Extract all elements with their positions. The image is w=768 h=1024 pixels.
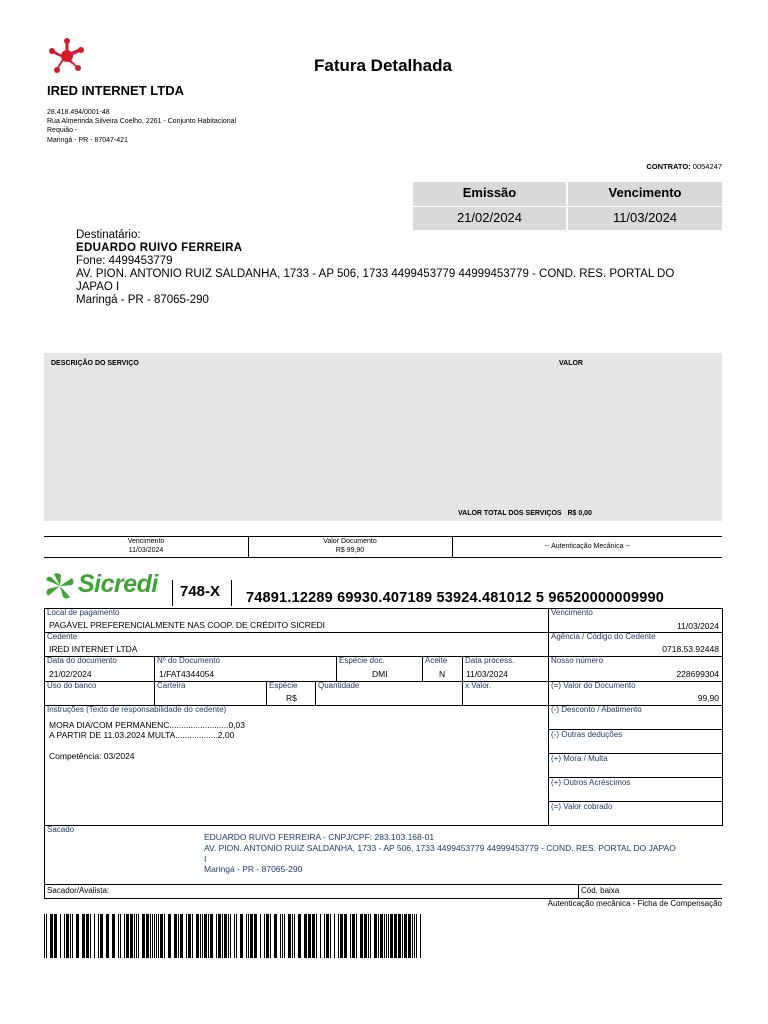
nosso-numero-field — [548, 656, 722, 681]
vencimento-field-label: Vencimento — [551, 608, 593, 617]
barcode-bar — [138, 914, 139, 958]
barcode-bar — [202, 914, 203, 958]
barcode-bar — [44, 914, 45, 958]
contract-label: CONTRATO: — [646, 162, 691, 171]
barcode-bar — [186, 914, 187, 958]
barcode-bar — [76, 914, 79, 958]
barcode-bar — [154, 914, 155, 958]
sacado-line3: I — [204, 854, 207, 864]
linha-digitavel: 74891.12289 69930.407189 53924.481012 5 96520000009990 — [246, 590, 665, 606]
receipt-valor-value: R$ 99,90 — [335, 547, 365, 554]
barcode-bar — [338, 914, 339, 958]
valor-documento-value: 99,90 — [697, 693, 719, 703]
instrucoes-label: Instruções (Texto de responsabilidade do cedente) — [47, 705, 227, 714]
quantidade-label: Quantidade — [318, 681, 360, 690]
barcode-bar — [370, 914, 371, 958]
barcode-bar — [374, 914, 377, 958]
barcode-bar — [320, 914, 321, 958]
page-title: Fatura Detalhada — [314, 56, 452, 75]
data-documento-value: 21/02/2024 — [49, 669, 92, 679]
barcode-bar — [416, 914, 417, 958]
barcode-bar — [388, 914, 389, 958]
carteira-label: Carteira — [157, 681, 186, 690]
desconto-label: (-) Desconto / Abatimento — [551, 705, 642, 714]
competencia: Competência: 03/2024 — [49, 751, 135, 761]
agencia-field — [548, 632, 722, 656]
barcode-bar — [106, 914, 109, 958]
barcode-bar — [280, 914, 281, 958]
data-process-value: 11/03/2024 — [466, 669, 508, 679]
barcode-bar — [282, 914, 283, 958]
especie-doc-field — [336, 656, 422, 681]
services-total-label: VALOR TOTAL DOS SERVIÇOS — [458, 510, 562, 517]
xvalor-field — [462, 681, 548, 705]
barcode-bar — [312, 914, 315, 958]
barcode-bar — [54, 914, 57, 958]
barcode-bar — [260, 914, 261, 958]
contract-value: 0054247 — [692, 162, 722, 171]
outras-deducoes-label: (-) Outras deduções — [551, 730, 623, 739]
nosso-numero-label: Nosso número — [551, 656, 604, 665]
barcode-bar — [340, 914, 343, 958]
sacador-avalista-label: Sacador/Avalista: — [47, 886, 110, 895]
cedente-value: IRED INTERNET LTDA — [49, 644, 138, 654]
barcode-bar — [254, 914, 257, 958]
barcode-bar — [266, 914, 269, 958]
data-documento-label: Data do documento — [47, 656, 117, 665]
outras-deducoes-field — [548, 729, 722, 753]
barcode-bar — [308, 914, 311, 958]
recipient-phone: Fone: 4499453779 — [76, 255, 173, 267]
sacado-line2: AV. PION. ANTONIO RUIZ SALDANHA, 1733 - AP 506, 1733 4499453779 44999453779 - COND. RES. PORTAL DO JAPAO — [204, 843, 676, 853]
barcode-bar — [136, 914, 137, 958]
barcode-bar — [248, 914, 249, 958]
barcode-bar — [420, 914, 421, 958]
company-cnpj: 28.418.494/0001-48 — [47, 109, 110, 116]
barcode-bar — [408, 914, 411, 958]
barcode-bar — [398, 914, 401, 958]
instrucoes-field — [44, 705, 548, 825]
barcode-bar — [240, 914, 243, 958]
barcode-bar — [188, 914, 191, 958]
barcode-bar — [368, 914, 369, 958]
barcode-bar — [270, 914, 271, 958]
company-city: Maringá - PR - 87047-421 — [47, 137, 128, 144]
barcode-bar — [72, 914, 73, 958]
receipt-venc-value: 11/03/2024 — [128, 547, 164, 554]
barcode-bar — [100, 914, 103, 958]
barcode-bar — [200, 914, 201, 958]
barcode-bar — [344, 914, 347, 958]
sacador-avalista-field — [44, 884, 578, 898]
barcode-bar — [168, 914, 171, 958]
cedente-label: Cedente — [47, 632, 78, 641]
barcode-bar — [292, 914, 293, 958]
barcode-bar — [196, 914, 199, 958]
num-documento-label: Nº do Documento — [157, 656, 220, 665]
barcode-bar — [274, 914, 277, 958]
local-pagamento-value: PAGÁVEL PREFERENCIALMENTE NAS COOP. DE CRÉDITO SICREDI — [49, 620, 325, 630]
ficha-compensacao-label: Autenticação mecânica - Ficha de Compensação — [547, 899, 722, 908]
barcode-bar — [146, 914, 149, 958]
barcode-bar — [298, 914, 301, 958]
barcode-image — [44, 914, 424, 958]
company-name: IRED INTERNET LTDA — [47, 83, 184, 98]
barcode-bar — [224, 914, 227, 958]
agencia-value: 0718.53.92448 — [662, 644, 719, 654]
barcode-bar — [350, 914, 351, 958]
barcode-bar — [142, 914, 145, 958]
barcode-bar — [334, 914, 335, 958]
barcode-bar — [304, 914, 307, 958]
barcode-bar — [390, 914, 393, 958]
num-documento-field — [154, 656, 336, 681]
xvalor-label: x Valor. — [465, 681, 492, 690]
local-pagamento-field — [44, 608, 548, 632]
services-total-value: R$ 0,00 — [567, 510, 592, 517]
outros-acrescimos-label: (+) Outros Acréscimos — [551, 778, 631, 787]
barcode-bar — [134, 914, 135, 958]
barcode-bar — [352, 914, 355, 958]
barcode-bar — [218, 914, 221, 958]
barcode-bar — [46, 914, 47, 958]
barcode-bar — [64, 914, 65, 958]
barcode-bar — [130, 914, 133, 958]
barcode-bar — [404, 914, 407, 958]
barcode-bar — [414, 914, 415, 958]
especie-value: R$ — [286, 693, 297, 703]
agencia-label: Agência / Código do Cedente — [551, 632, 656, 641]
barcode-bar — [156, 914, 157, 958]
barcode-bar — [126, 914, 129, 958]
company-address: Rua Almerinda Silveira Coelho, 2261 - Conjunto Habitacional — [47, 118, 237, 125]
barcode-bar — [204, 914, 207, 958]
barcode-bar — [112, 914, 115, 958]
barcode-bar — [174, 914, 177, 958]
aceite-label: Aceite — [425, 656, 448, 665]
barcode-bar — [208, 914, 209, 958]
cod-baixa-label: Cód. baixa — [581, 886, 620, 895]
recipient-city: Maringá - PR - 87065-290 — [76, 294, 209, 306]
carteira-field — [154, 681, 266, 705]
barcode-bar — [330, 914, 331, 958]
especie-label: Espécie — [269, 681, 298, 690]
barcode-bar — [82, 914, 85, 958]
barcode-bar — [90, 914, 91, 958]
barcode-bar — [124, 914, 125, 958]
barcode-bar — [234, 914, 235, 958]
barcode-bar — [164, 914, 165, 958]
barcode-bar — [98, 914, 99, 958]
desconto-field — [548, 705, 722, 729]
vencimento-field — [548, 608, 722, 632]
recipient-address2: JAPAO I — [76, 281, 120, 293]
barcode-bar — [284, 914, 285, 958]
barcode-bar — [178, 914, 179, 958]
aceite-value: N — [439, 669, 446, 679]
outros-acrescimos-field — [548, 777, 722, 801]
barcode-bar — [70, 914, 71, 958]
barcode-bar — [118, 914, 119, 958]
vencimento-value: 11/03/2024 — [612, 210, 678, 225]
especie-doc-value: DMI — [372, 669, 388, 679]
receipt-venc-label: Vencimento — [127, 538, 165, 545]
aceite-field — [422, 656, 462, 681]
barcode-bar — [250, 914, 253, 958]
instrucoes-line1: MORA DIA/COM PERMANENC.........................0,03 — [49, 720, 246, 730]
data-process-label: Data process. — [465, 656, 515, 665]
data-process-field — [462, 656, 548, 681]
barcode-bar — [378, 914, 379, 958]
receipt-autenticacao: -- Autenticação Mecânica -- — [544, 543, 631, 550]
valor-cobrado-field — [548, 801, 722, 825]
barcode-bar — [86, 914, 89, 958]
barcode-bar — [60, 914, 61, 958]
barcode-bar — [216, 914, 217, 958]
nosso-numero-value: 228699304 — [676, 669, 719, 679]
num-documento-value: 1/FAT4344054 — [159, 669, 215, 679]
services-value-header: VALOR — [559, 360, 583, 367]
local-pagamento-label: Local de pagamento — [47, 608, 120, 617]
barcode-bar — [394, 914, 397, 958]
barcode-bar — [326, 914, 329, 958]
uso-banco-label: Uso do banco — [47, 681, 97, 690]
cedente-field — [44, 632, 548, 656]
quantidade-field — [315, 681, 462, 705]
barcode-bar — [158, 914, 159, 958]
barcode-bar — [50, 914, 53, 958]
barcode-bar — [120, 914, 121, 958]
vencimento-label: Vencimento — [608, 185, 682, 200]
barcode-bar — [192, 914, 193, 958]
barcode-bar — [160, 914, 163, 958]
barcode-bar — [236, 914, 237, 958]
bank-name: Sicredi — [78, 570, 158, 598]
barcode-bar — [386, 914, 387, 958]
barcode-bar — [246, 914, 247, 958]
company-address2: Requião - — [47, 127, 78, 134]
uso-banco-field — [44, 681, 154, 705]
barcode-bar — [380, 914, 383, 958]
recipient-label: Destinatário: — [76, 229, 141, 241]
mora-multa-field — [548, 753, 722, 777]
sacado-field — [44, 825, 722, 884]
barcode-bar — [402, 914, 403, 958]
barcode-bar — [222, 914, 223, 958]
instrucoes-line2: A PARTIR DE 11.03.2024 MULTA..................2,00 — [49, 730, 235, 740]
especie-field — [266, 681, 315, 705]
valor-documento-field — [548, 681, 722, 705]
cod-baixa-field — [578, 884, 722, 898]
barcode-bar — [264, 914, 265, 958]
barcode-bar — [356, 914, 357, 958]
bank-code: 748-X — [180, 583, 221, 600]
barcode-bar — [294, 914, 295, 958]
sacado-line1: EDUARDO RUIVO FERREIRA - CNPJ/CPF: 283.103.168-01 — [204, 832, 435, 842]
barcode-bar — [230, 914, 231, 958]
barcode-bar — [316, 914, 317, 958]
receipt-valor-label: Valor Documento — [323, 538, 377, 545]
barcode-bar — [210, 914, 213, 958]
barcode-bar — [288, 914, 291, 958]
barcode-bar — [228, 914, 229, 958]
barcode-bar — [384, 914, 385, 958]
vencimento-field-value: 11/03/2024 — [677, 621, 719, 631]
barcode-bar — [66, 914, 69, 958]
services-desc-header: DESCRIÇÃO DO SERVIÇO — [51, 360, 139, 367]
valor-documento-label: (=) Valor do Documento — [551, 681, 636, 690]
data-documento-field — [44, 656, 154, 681]
valor-cobrado-label: (=) Valor cobrado — [551, 802, 613, 811]
barcode-bar — [152, 914, 153, 958]
barcode-bar — [180, 914, 183, 958]
barcode — [44, 914, 424, 958]
emissao-value: 21/02/2024 — [456, 210, 523, 225]
sacado-line4: Maringá - PR - 87065-290 — [204, 864, 303, 874]
recipient-name: EDUARDO RUIVO FERREIRA — [76, 242, 243, 254]
barcode-bar — [412, 914, 413, 958]
barcode-bar — [150, 914, 151, 958]
recipient-address: AV. PION. ANTONIO RUIZ SALDANHA, 1733 - AP 506, 1733 4499453779 44999453779 - COND. RES. PORTAL DO — [76, 268, 675, 280]
barcode-bar — [360, 914, 363, 958]
mora-multa-label: (+) Mora / Multa — [551, 754, 608, 763]
especie-doc-label: Espécie doc. — [339, 656, 385, 665]
barcode-bar — [324, 914, 325, 958]
barcode-bar — [364, 914, 367, 958]
emissao-label: Emissão — [462, 185, 517, 200]
sacado-label: Sacado — [47, 825, 75, 834]
barcode-bar — [94, 914, 95, 958]
